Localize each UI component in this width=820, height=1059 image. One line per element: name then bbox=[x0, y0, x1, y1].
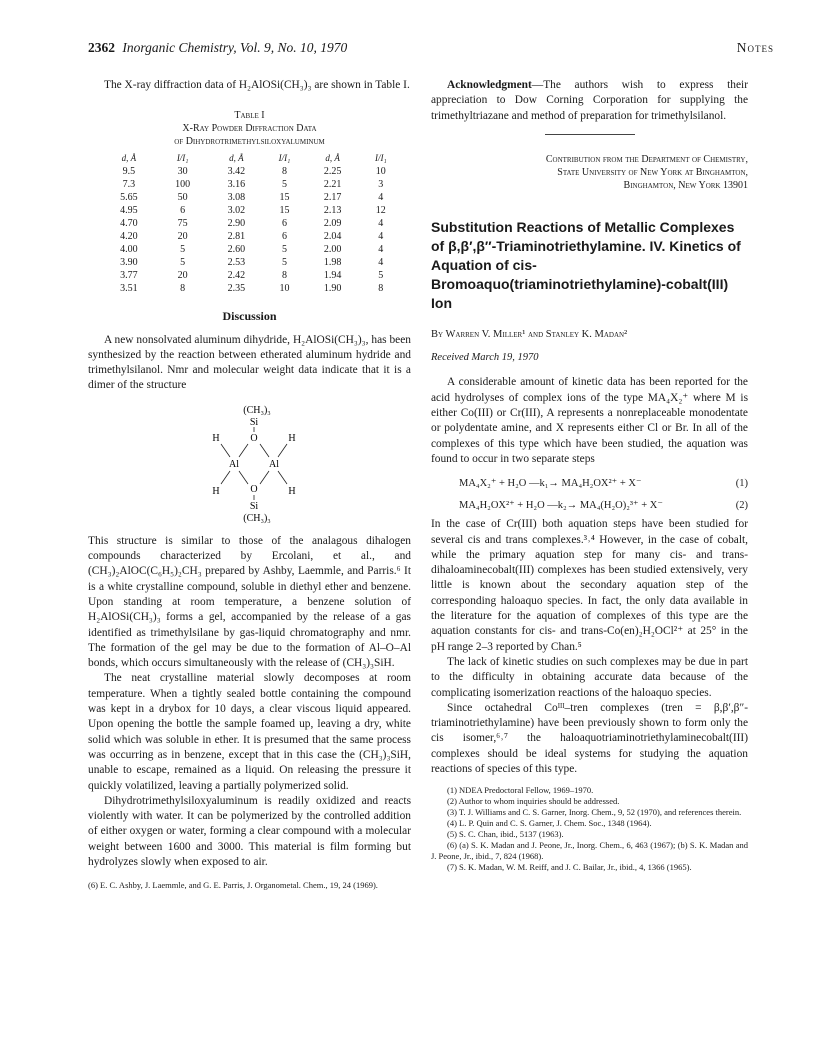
table-cell: 3.90 bbox=[120, 257, 138, 269]
table-cell: 6 bbox=[281, 231, 287, 243]
structure-bottom-oxygen: O bbox=[250, 483, 258, 495]
table-cell: 4 bbox=[378, 218, 384, 230]
footnote-1: (1) NDEA Predoctoral Fellow, 1969–1970. bbox=[447, 785, 594, 796]
structure-h-3: H bbox=[212, 485, 220, 497]
table-title: X-Ray Powder Diffraction Data bbox=[182, 123, 317, 135]
acknowledgment-text: —The authors wish to express their appreciation to Dow Corning Corporation for supplying the trimethyltriazane and method of preparation for trimethylsilanol. bbox=[431, 79, 748, 122]
table-cell: 2.13 bbox=[323, 205, 342, 217]
table-cell: 8 bbox=[180, 283, 186, 295]
column-header: I/I₁ bbox=[176, 153, 189, 164]
table-cell: 1.98 bbox=[323, 257, 342, 269]
structure-h-1: H bbox=[212, 432, 220, 444]
table-cell: 20 bbox=[177, 231, 188, 243]
acknowledgment-label: Acknowledgment bbox=[447, 79, 532, 91]
article-paragraph-3: The lack of kinetic studies on such complexes may be due in part to the difficulty in obtaining accurate data because of the complicating isomerization reactions of the haloaquo species. bbox=[431, 655, 748, 699]
footnotes bbox=[431, 785, 748, 873]
table-cell: 3.02 bbox=[227, 205, 246, 217]
table-cell: 5.65 bbox=[120, 192, 138, 204]
table-row bbox=[100, 178, 400, 191]
table-cell: 8 bbox=[281, 166, 287, 178]
table-cell: 15 bbox=[279, 205, 290, 217]
discussion-paragraph-2: This structure is similar to those of the analagous dihalogen compounds characterized by Ercolani, et al., and (CH₃)₂AlOC(C₆H₅)₂CH₃ prepared by Ashby, Laemmle, and Parris.⁶ It is a white crystalline compound, soluble in diethyl ether and benzene. Upon standing at room temperature, a benzene solution of H₂AlOSi(CH₃)₃ forms a gel, accompanied by the release of a gas identified as trimethylsilane by gas-liquid chromatography and nmr. The formation of the gel may be due to the formation of Al–O–Al bonds, which occurs simultaneously with the release of (CH₃)₃SiH. bbox=[88, 534, 411, 670]
structure-h-2: H bbox=[288, 432, 296, 444]
footnote-2: (2) Author to whom inquiries should be addressed. bbox=[447, 796, 620, 807]
table-cell: 5 bbox=[378, 270, 384, 282]
article-paragraph-2: In the case of Cr(III) both aquation steps have been studied for several cis and trans complexes.³˒⁴ However, in the case of cobalt, while the primary aquation step for many cis- and trans-dihaloaminecobalt(III) complexes has been studied extensively, very little is known about the secondary aquation step of the corresponding haloaquo species. In fact, the only data available in the literature for the aquation of complexes of this type are the aquation constants for cis- and trans-Co(en)₂H₂OCl²⁺ at 25° in the pH range 2–3 reported by Chan.⁵ bbox=[431, 518, 748, 653]
column-header: d, Å bbox=[229, 153, 244, 164]
acknowledgment bbox=[431, 78, 748, 124]
table-row bbox=[100, 243, 400, 256]
table-cell: 5 bbox=[281, 244, 287, 256]
table-cell: 2.17 bbox=[323, 192, 342, 204]
table-cell: 2.60 bbox=[227, 244, 246, 256]
table-row bbox=[100, 269, 400, 282]
table-cell: 3.16 bbox=[227, 179, 246, 191]
table-cell: 7.3 bbox=[122, 179, 136, 191]
table-cell: 9.5 bbox=[122, 166, 136, 178]
equation-1 bbox=[431, 473, 748, 495]
table-cell: 30 bbox=[177, 166, 188, 178]
table-cell: 4 bbox=[378, 257, 384, 269]
table-cell: 10 bbox=[375, 166, 386, 178]
table-cell: 2.81 bbox=[227, 231, 246, 243]
table-caption bbox=[88, 109, 411, 148]
table-cell: 6 bbox=[281, 218, 287, 230]
table-cell: 15 bbox=[279, 192, 290, 204]
affiliation-line-1: Contribution from the Department of Chemistry, bbox=[545, 153, 748, 165]
footnote-6: (6) E. C. Ashby, J. Laemmle, and G. E. Parris, J. Organometal. Chem., 19, 24 (1969). bbox=[88, 880, 378, 891]
table-cell: 4 bbox=[378, 244, 384, 256]
table-subtitle: of Dihydrotrimethylsiloxyaluminum bbox=[174, 136, 325, 148]
table-cell: 75 bbox=[177, 218, 188, 230]
table-cell: 3.77 bbox=[120, 270, 138, 282]
table-cell: 50 bbox=[177, 192, 188, 204]
table-cell: 2.90 bbox=[227, 218, 246, 230]
table-cell: 2.42 bbox=[227, 270, 246, 282]
footnote-5: (5) S. C. Chan, ibid., 5137 (1963). bbox=[447, 829, 564, 840]
table-cell: 5 bbox=[281, 179, 287, 191]
table-cell: 10 bbox=[279, 283, 290, 295]
footnote-7: (7) S. K. Madan, W. M. Reiff, and J. C. Bailar, Jr., ibid., 4, 1366 (1965). bbox=[447, 862, 692, 873]
equation-2-text: MA₄H₂OX²⁺ + H₂O —k₂→ MA₄(H₂O)₂³⁺ + X⁻ bbox=[459, 500, 663, 512]
structure-top-oxygen: O bbox=[250, 432, 258, 444]
affiliation-line-2: State University of New York at Binghamton, bbox=[557, 166, 748, 178]
table-row bbox=[100, 256, 400, 269]
table-cell: 4.00 bbox=[120, 244, 138, 256]
table-cell: 3.08 bbox=[227, 192, 246, 204]
xray-data-table bbox=[100, 152, 400, 295]
article-title: Substitution Reactions of Metallic Complexes of β,β′,β″-Triaminotriethylamine. IV. Kinetics of Aquation of cis-Bromoaquo(triaminotriethylamine)-cobalt(III) Ion bbox=[431, 218, 741, 311]
table-cell: 2.00 bbox=[323, 244, 342, 256]
equation-1-text: MA₄X₂⁺ + H₂O —k₁→ MA₄H₂OX²⁺ + X⁻ bbox=[459, 478, 642, 490]
structure-al-2: Al bbox=[269, 458, 279, 470]
table-cell: 2.04 bbox=[323, 231, 342, 243]
received-date: Received March 19, 1970 bbox=[431, 352, 539, 364]
left-column bbox=[88, 78, 411, 891]
column-header: d, Å bbox=[325, 153, 340, 164]
table-cell: 2.53 bbox=[227, 257, 246, 269]
table-cell: 1.94 bbox=[323, 270, 342, 282]
table-cell: 2.21 bbox=[323, 179, 342, 191]
table-cell: 2.25 bbox=[323, 166, 342, 178]
table-cell: 8 bbox=[281, 270, 287, 282]
table-row bbox=[100, 282, 400, 295]
table-cell: 4.95 bbox=[120, 205, 138, 217]
footnote-6b: (6) (a) S. K. Madan and J. Peone, Jr., Inorg. Chem., 6, 463 (1967); (b) S. K. Madan and J. Peone, Jr., ibid., 7, 824 (1968). bbox=[431, 840, 748, 862]
section-label: Notes bbox=[736, 40, 774, 55]
table-row bbox=[100, 191, 400, 204]
column-header: d, Å bbox=[121, 153, 137, 164]
structure-h-4: H bbox=[288, 485, 296, 497]
right-column bbox=[431, 78, 748, 873]
column-header: I/I₁ bbox=[278, 153, 291, 164]
table-number: Table I bbox=[234, 110, 265, 122]
table-row bbox=[100, 217, 400, 230]
table-cell: 8 bbox=[378, 283, 384, 295]
table-cell: 20 bbox=[177, 270, 188, 282]
table-row bbox=[100, 165, 400, 178]
separator-rule bbox=[545, 134, 635, 135]
structure-bottom-si: Si bbox=[249, 500, 259, 512]
table-cell: 100 bbox=[175, 179, 191, 191]
footnote-4: (4) L. P. Quin and C. S. Garner, J. Chem. Soc., 1348 (1964). bbox=[447, 818, 652, 829]
table-cell: 2.35 bbox=[227, 283, 246, 295]
equation-1-number: (1) bbox=[735, 478, 748, 490]
table-intro: The X-ray diffraction data of H₂AlOSi(CH₃)₃ are shown in Table I. bbox=[104, 79, 410, 91]
affiliation-line-3: Binghamton, New York 13901 bbox=[623, 179, 748, 191]
table-cell: 5 bbox=[180, 244, 186, 256]
table-cell: 5 bbox=[281, 257, 287, 269]
discussion-paragraph-4: Dihydrotrimethylsiloxyaluminum is readily oxidized and reacts violently with water. It can be polymerized by the controlled addition of either oxygen or water, forming a clear compound with a molecular weight between 1600 and 3000. This material is film forming but hydrolyzes slowly when exposed to air. bbox=[88, 794, 411, 869]
discussion-paragraph-1: A new nonsolvated aluminum dihydride, H₂AlOSi(CH₃)₃, has been synthesized by the reaction between etherated aluminum hydride and trimethylsilanol. Nmr and molecular weight data indicate that it is a dimer of the structure bbox=[88, 333, 411, 392]
running-header bbox=[88, 40, 774, 60]
article-paragraph-1: A considerable amount of kinetic data has been reported for the acid hydrolyses of complex ions of the type MA₄X₂⁺ where M is either Co(III) or Cr(III), A represents a nonreplaceable monodentate or polydentate amine, and X represents either Cl or Br. In all of the complexes of this type which have been studied, the aquation was found to occur in two separate steps bbox=[431, 376, 748, 465]
table-cell: 3.42 bbox=[227, 166, 246, 178]
dimer-structure-diagram bbox=[88, 402, 411, 528]
table-cell: 5 bbox=[180, 257, 186, 269]
footnote-3: (3) T. J. Williams and C. S. Garner, Inorg. Chem., 9, 52 (1970), and references therein. bbox=[447, 807, 742, 818]
table-cell: 12 bbox=[375, 205, 386, 217]
structure-al-1: Al bbox=[229, 458, 239, 470]
table-row bbox=[100, 204, 400, 217]
structure-top-si: Si bbox=[249, 416, 259, 428]
table-cell: 4 bbox=[378, 192, 384, 204]
page-number: 2362 bbox=[88, 40, 115, 55]
contribution-affiliation bbox=[431, 153, 748, 192]
table-header-row bbox=[100, 152, 400, 165]
equation-2-number: (2) bbox=[735, 500, 748, 512]
table-cell: 1.90 bbox=[323, 283, 342, 295]
author-byline: By Warren V. Miller¹ and Stanley K. Madan² bbox=[431, 328, 628, 340]
table-cell: 3.51 bbox=[120, 283, 138, 295]
table-cell: 2.09 bbox=[323, 218, 342, 230]
table-cell: 6 bbox=[180, 205, 186, 217]
article-paragraph-4: Since octahedral Coᴵᴵᴵ–tren complexes (tren = β,β′,β″-triaminotriethylamine) have been previously shown to form only the cis isomer,⁶˒⁷ the haloaquotriaminotriethylaminecobalt(III) complexes should be ideal systems for studying the aquation reactions of species of this type. bbox=[431, 701, 748, 776]
structure-top-group: (CH₃)₃ bbox=[243, 404, 271, 416]
column-header: I/I₁ bbox=[374, 153, 387, 164]
discussion-paragraph-3: The neat crystalline material slowly decomposes at room temperature. When a tightly sealed bottle containing the compound was kept in a drybox for 10 days, a clear viscous liquid appeared. Upon opening the bottle the sample foamed up, leaving a dry, white solid which was soluble in ether. It is presumed that the same process was occurring as in benzene, except that in this case the (CH₃)₃SiH, unable to escape, remained as a liquid. On releasing the pressure it quickly volatilized, leaving a partially polymerized solid. bbox=[88, 672, 411, 792]
table-row bbox=[100, 230, 400, 243]
journal-citation: Inorganic Chemistry, Vol. 9, No. 10, 1970 bbox=[122, 40, 348, 55]
table-cell: 4.70 bbox=[120, 218, 138, 230]
table-cell: 4.20 bbox=[120, 231, 138, 243]
discussion-heading: Discussion bbox=[222, 309, 277, 324]
table-cell: 3 bbox=[378, 179, 384, 191]
structure-bottom-group: (CH₃)₃ bbox=[243, 512, 271, 524]
equation-2 bbox=[431, 495, 748, 517]
table-cell: 4 bbox=[378, 231, 384, 243]
